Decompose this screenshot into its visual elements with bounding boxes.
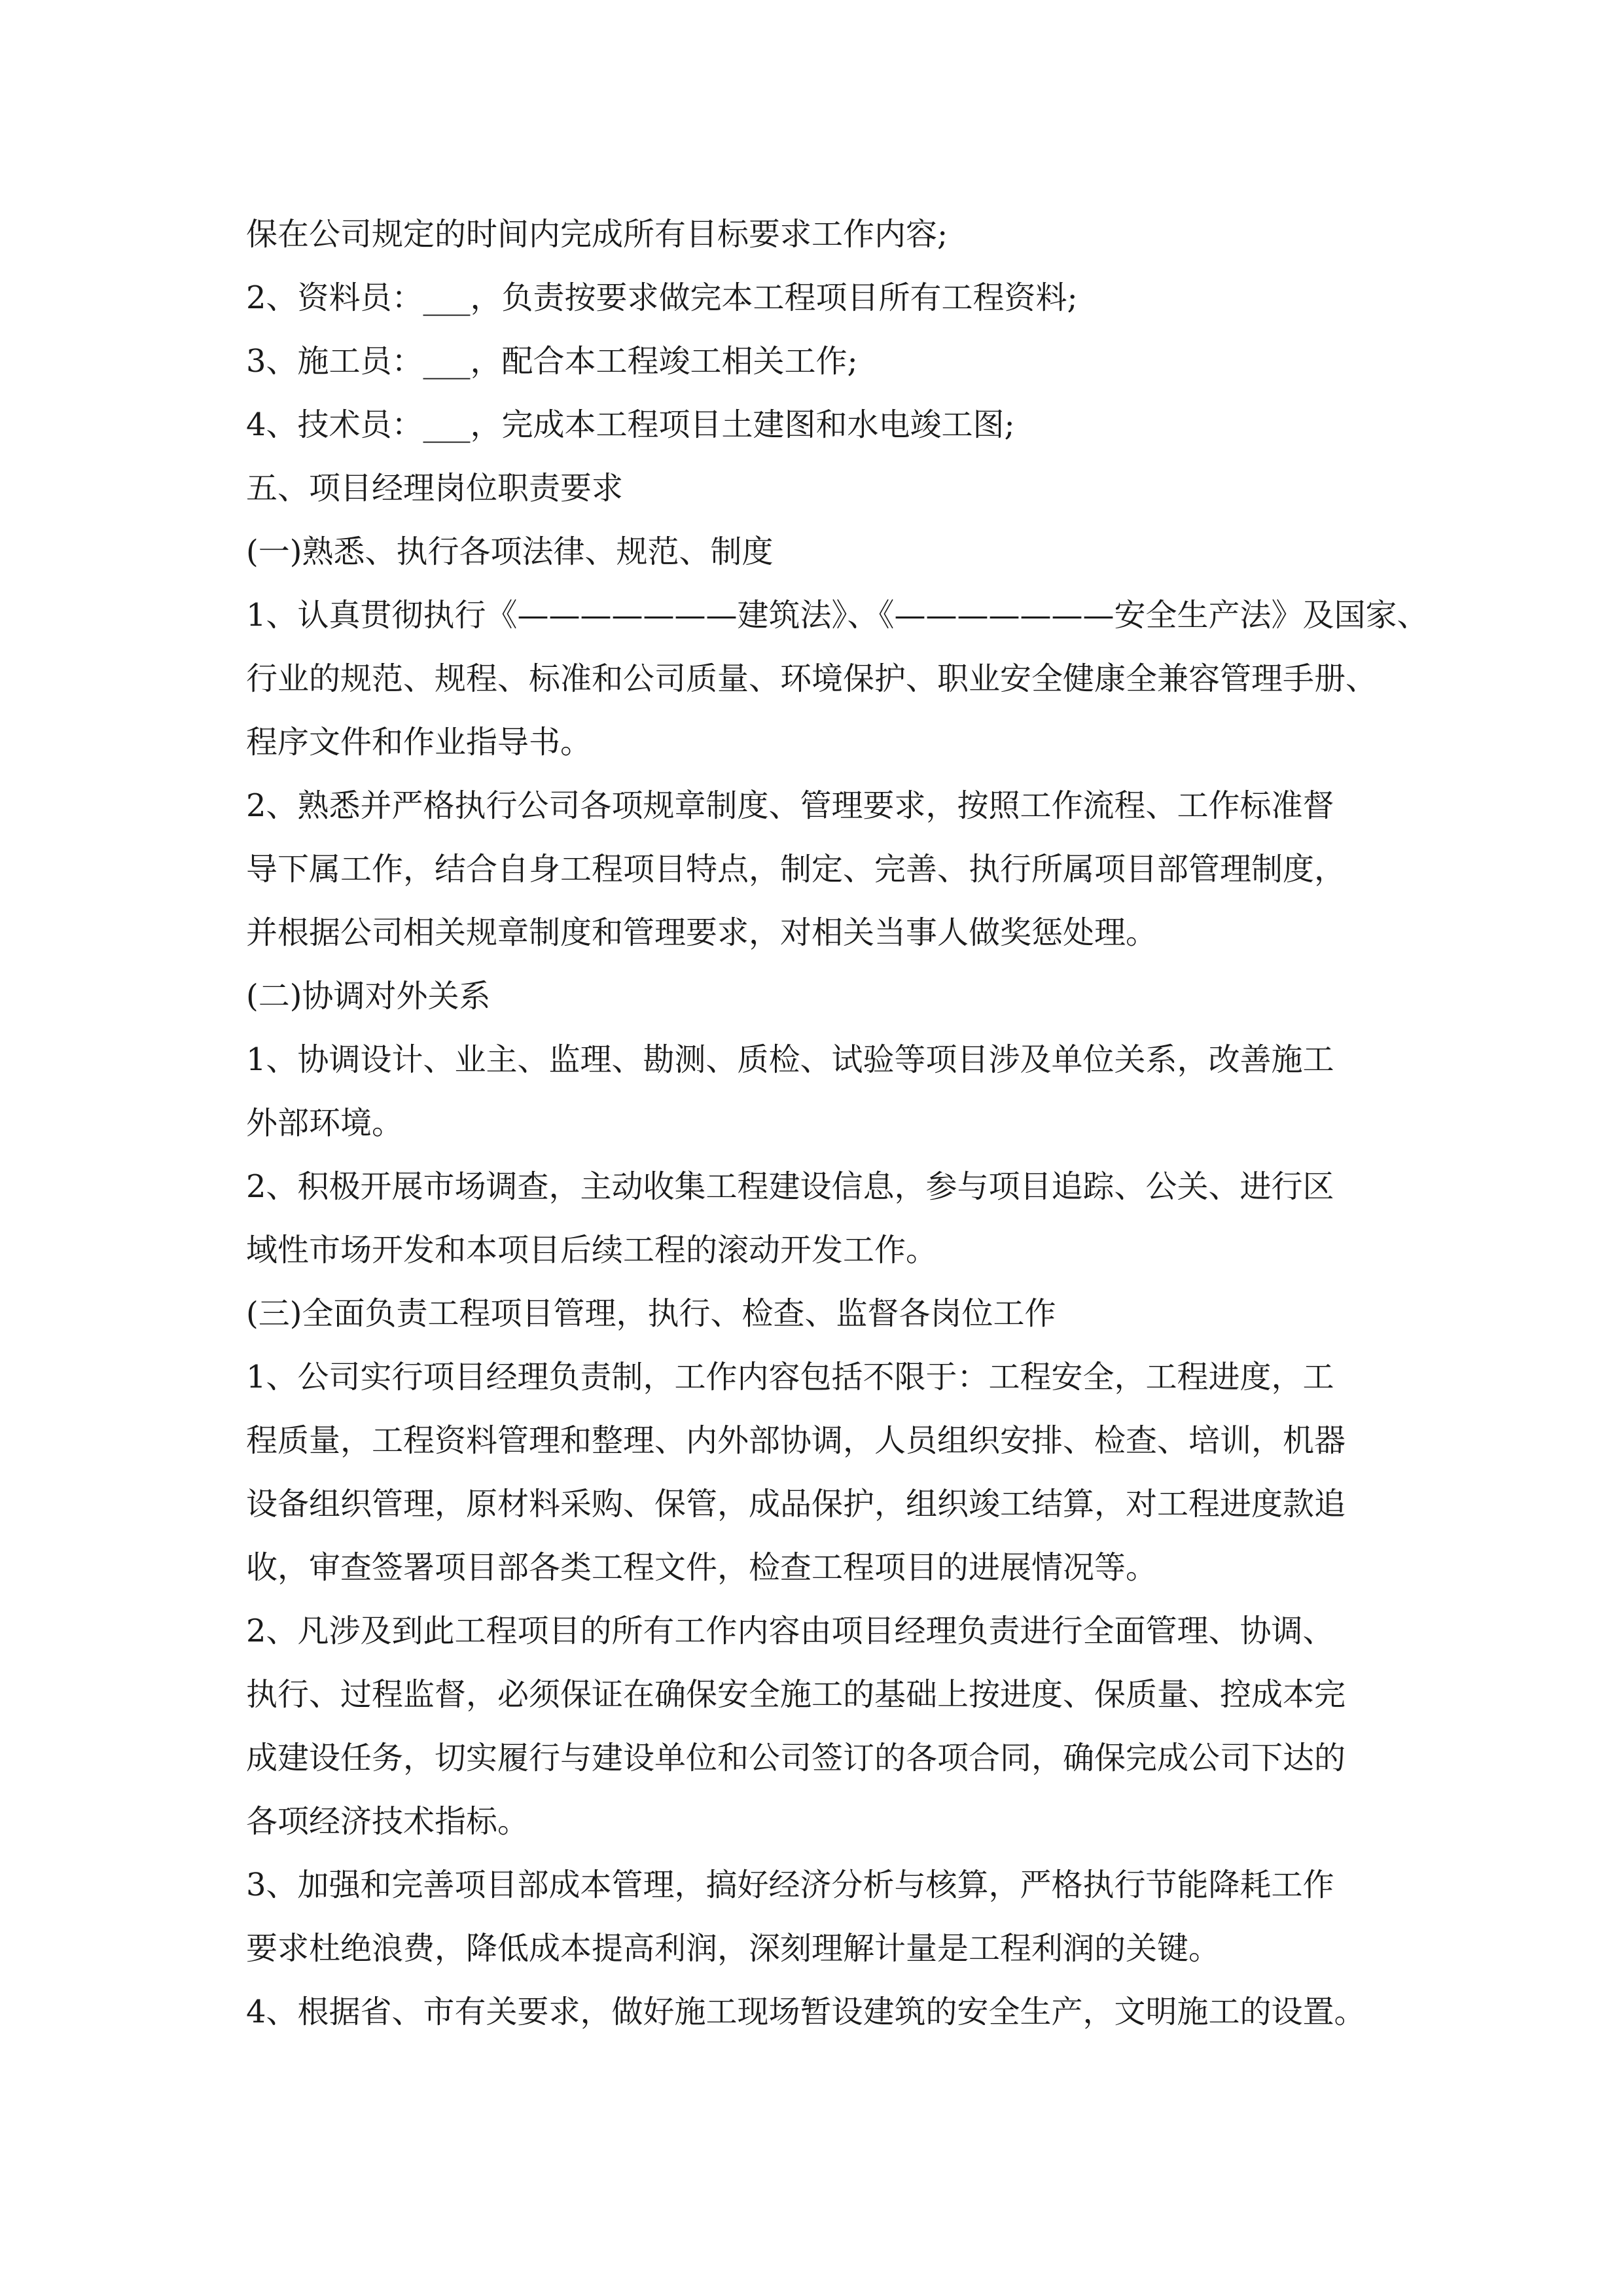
text-line: 执行、过程监督，必须保证在确保安全施工的基础上按进度、保质量、控成本完: [246, 1676, 1346, 1713]
text-line: 设备组织管理，原材料采购、保管，成品保护，组织竣工结算，对工程进度款追: [246, 1486, 1346, 1522]
text-line: 2、熟悉并严格执行公司各项规章制度、管理要求，按照工作流程、工作标准督: [246, 787, 1334, 824]
text-line: 收，审查签署项目部各类工程文件，检查工程项目的进展情况等。: [246, 1549, 1158, 1586]
text-line: 导下属工作，结合自身工程项目特点，制定、完善、执行所属项目部管理制度，: [246, 851, 1346, 888]
text-line: 4、技术员：___，完成本工程项目土建图和水电竣工图;: [246, 406, 1015, 443]
text-line: 保在公司规定的时间内完成所有目标要求工作内容;: [246, 216, 948, 253]
text-line: 1、公司实行项目经理负责制，工作内容包括不限于：工程安全，工程进度，工: [246, 1359, 1334, 1395]
text-line: 2、积极开展市场调查，主动收集工程建设信息，参与项目追踪、公关、进行区: [246, 1168, 1334, 1205]
text-line: 并根据公司相关规章制度和管理要求，对相关当事人做奖惩处理。: [246, 914, 1158, 951]
text-line: 域性市场开发和本项目后续工程的滚动开发工作。: [246, 1232, 938, 1268]
text-line: 1、协调设计、业主、监理、勘测、质检、试验等项目涉及单位关系，改善施工: [246, 1041, 1334, 1078]
document-body: [246, 203, 1429, 2044]
subsection-heading: (一)熟悉、执行各项法律、规范、制度: [246, 533, 774, 570]
text-line: 1、认真贯彻执行《———————建筑法》、《———————安全生产法》及国家、: [246, 597, 1429, 634]
text-line: 各项经济技术指标。: [246, 1803, 529, 1840]
text-line: 4、根据省、市有关要求，做好施工现场暂设建筑的安全生产，文明施工的设置。: [246, 1994, 1366, 2030]
text-line: 3、加强和完善项目部成本管理，搞好经济分析与核算，严格执行节能降耗工作: [246, 1867, 1334, 1903]
text-line: 行业的规范、规程、标准和公司质量、环境保护、职业安全健康全兼容管理手册、: [246, 660, 1378, 697]
subsection-heading: (三)全面负责工程项目管理，执行、检查、监督各岗位工作: [246, 1295, 1056, 1332]
text-line: 外部环境。: [246, 1105, 404, 1141]
text-line: 成建设任务，切实履行与建设单位和公司签订的各项合同，确保完成公司下达的: [246, 1740, 1346, 1776]
text-line: 2、资料员：___，负责按要求做完本工程项目所有工程资料;: [246, 279, 1078, 316]
text-line: 3、施工员：___，配合本工程竣工相关工作;: [246, 343, 858, 380]
text-line: 程序文件和作业指导书。: [246, 724, 592, 761]
text-line: 程质量，工程资料管理和整理、内外部协调，人员组织安排、检查、培训，机器: [246, 1422, 1346, 1459]
text-line: 2、凡涉及到此工程项目的所有工作内容由项目经理负责进行全面管理、协调、: [246, 1613, 1334, 1649]
text-line: 要求杜绝浪费，降低成本提高利润，深刻理解计量是工程利润的关键。: [246, 1930, 1221, 1967]
section-heading: 五、项目经理岗位职责要求: [246, 470, 624, 507]
subsection-heading: (二)协调对外关系: [246, 978, 491, 1014]
